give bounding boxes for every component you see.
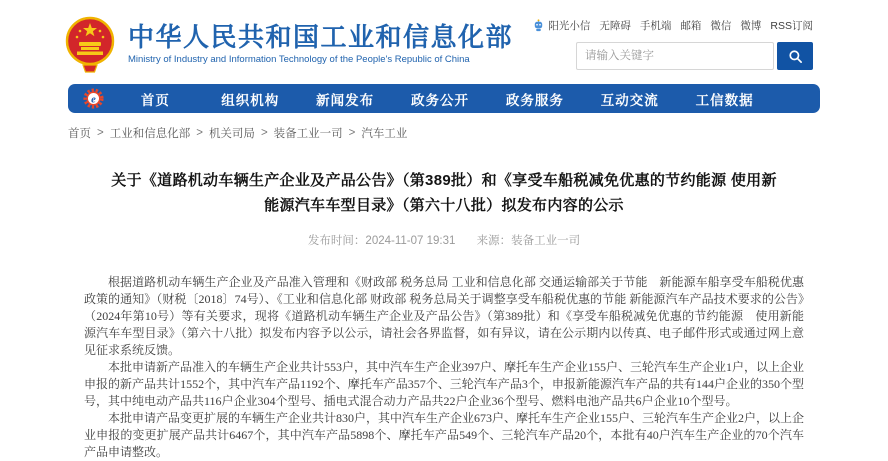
national-emblem-icon xyxy=(64,15,116,73)
site-logo[interactable] xyxy=(64,15,513,73)
site-title: 中华人民共和国工业和信息化部 xyxy=(128,22,514,52)
nav-item-data[interactable]: 工信数据 xyxy=(695,92,754,108)
chatbot-icon xyxy=(532,19,545,32)
breadcrumb-auto-industry[interactable]: 汽车工业 xyxy=(361,128,408,140)
search-button[interactable] xyxy=(777,42,813,70)
paragraph-1: 根据道路机动车辆生产企业及产品准入管理和《财政部 税务总局 工业和信息化部 交通运输部关于节能 新能源车船享受车船税优惠政策的通知》（财税〔2018〕74号）、《工业和信息化部 财政部 税务总局关于调整享受车船税优惠的节能 新能源汽车产品技术要求的公告》（2024年第10号）等有关要求，现将《道路机动车辆生产企业及产品公告》（第389批）和《享受车船税减免优惠的节约能源 使用新能源汽车车型目录》（第六十八批）拟发布内容予以公示，请社会各界监督，如有异议，请在公示期内以传真、电子邮件形式或通过网上意见征求系统反馈。 xyxy=(84,275,804,357)
nav-item-news[interactable]: 新闻发布 xyxy=(316,92,375,108)
link-accessibility[interactable]: 无障碍 xyxy=(599,20,631,32)
search-bar xyxy=(576,42,813,70)
breadcrumb-separator: > xyxy=(196,127,203,139)
page-title: 关于《道路机动车辆生产企业及产品公告》（第389批）和《享受车船税减免优惠的节约能源 使用新能源汽车车型目录》（第六十八批）拟发布内容的公示 xyxy=(111,172,777,214)
breadcrumb-home[interactable]: 首页 xyxy=(68,128,91,140)
paragraph-3: 本批申请产品变更扩展的车辆生产企业共计830户，其中汽车生产企业673户、摩托车生产企业155户、三轮汽车生产企业2户，以上企业申报的变更扩展产品共计6467个，其中汽车产品5898个、摩托车产品549个、三轮汽车产品20个，本批有40户汽车生产企业的70个汽车产品申请整改。 xyxy=(84,411,805,459)
link-mail[interactable]: 邮箱 xyxy=(680,20,702,32)
site-subtitle-en: Ministry of Industry and Information Technology of the People's Republic of China xyxy=(128,54,470,65)
publish-time: 发布时间：2024-11-07 19:31 xyxy=(307,235,456,247)
breadcrumb xyxy=(68,125,820,141)
site-header xyxy=(0,0,888,84)
article xyxy=(0,168,888,461)
breadcrumb-separator: > xyxy=(348,127,356,139)
article-meta xyxy=(0,232,888,248)
breadcrumb-separator: > xyxy=(260,127,268,139)
link-wechat[interactable]: 微信 xyxy=(710,20,732,32)
main-nav xyxy=(68,84,820,113)
nav-item-home[interactable]: 首页 xyxy=(140,92,170,108)
link-sunshine-assistant-label: 阳光小信 xyxy=(548,20,591,32)
link-sunshine-assistant[interactable] xyxy=(532,18,590,33)
nav-item-gov-services[interactable]: 政务服务 xyxy=(505,92,564,108)
utility-links xyxy=(532,18,813,33)
article-source: 来源：装备工业一司 xyxy=(476,235,581,247)
link-mobile[interactable]: 手机端 xyxy=(639,20,672,32)
search-input[interactable] xyxy=(576,42,774,70)
link-weibo[interactable]: 微博 xyxy=(740,20,762,32)
breadcrumb-departments[interactable]: 机关司局 xyxy=(208,128,255,140)
article-body xyxy=(84,274,804,461)
search-icon xyxy=(788,49,803,64)
paragraph-2: 本批申请新产品准入的车辆生产企业共计553户，其中汽车生产企业397户、摩托车生产企业155户、三轮汽车生产企业1户，以上企业申报的新产品共计1552个，其中汽车产品1192个、摩托车产品357个、三轮汽车产品3个，申报新能源汽车产品的共有144户企业的350个型号，其中纯电动产品共116户企业304个型号、插电式混合动力产品共22户企业36个型号、燃料电池产品共6户企业10个型号。 xyxy=(84,360,805,408)
miit-gear-logo-icon xyxy=(83,88,104,109)
nav-item-gov-disclosure[interactable]: 政务公开 xyxy=(411,92,469,108)
svg-text:e: e xyxy=(91,94,96,106)
link-rss[interactable]: RSS订阅 xyxy=(770,20,813,32)
nav-item-organization[interactable]: 组织机构 xyxy=(221,92,280,108)
breadcrumb-equipment-division[interactable]: 装备工业一司 xyxy=(273,128,343,140)
nav-item-interaction[interactable]: 互动交流 xyxy=(600,92,659,108)
header-right xyxy=(532,18,813,70)
breadcrumb-separator: > xyxy=(97,127,104,139)
breadcrumb-miit[interactable]: 工业和信息化部 xyxy=(109,128,191,140)
